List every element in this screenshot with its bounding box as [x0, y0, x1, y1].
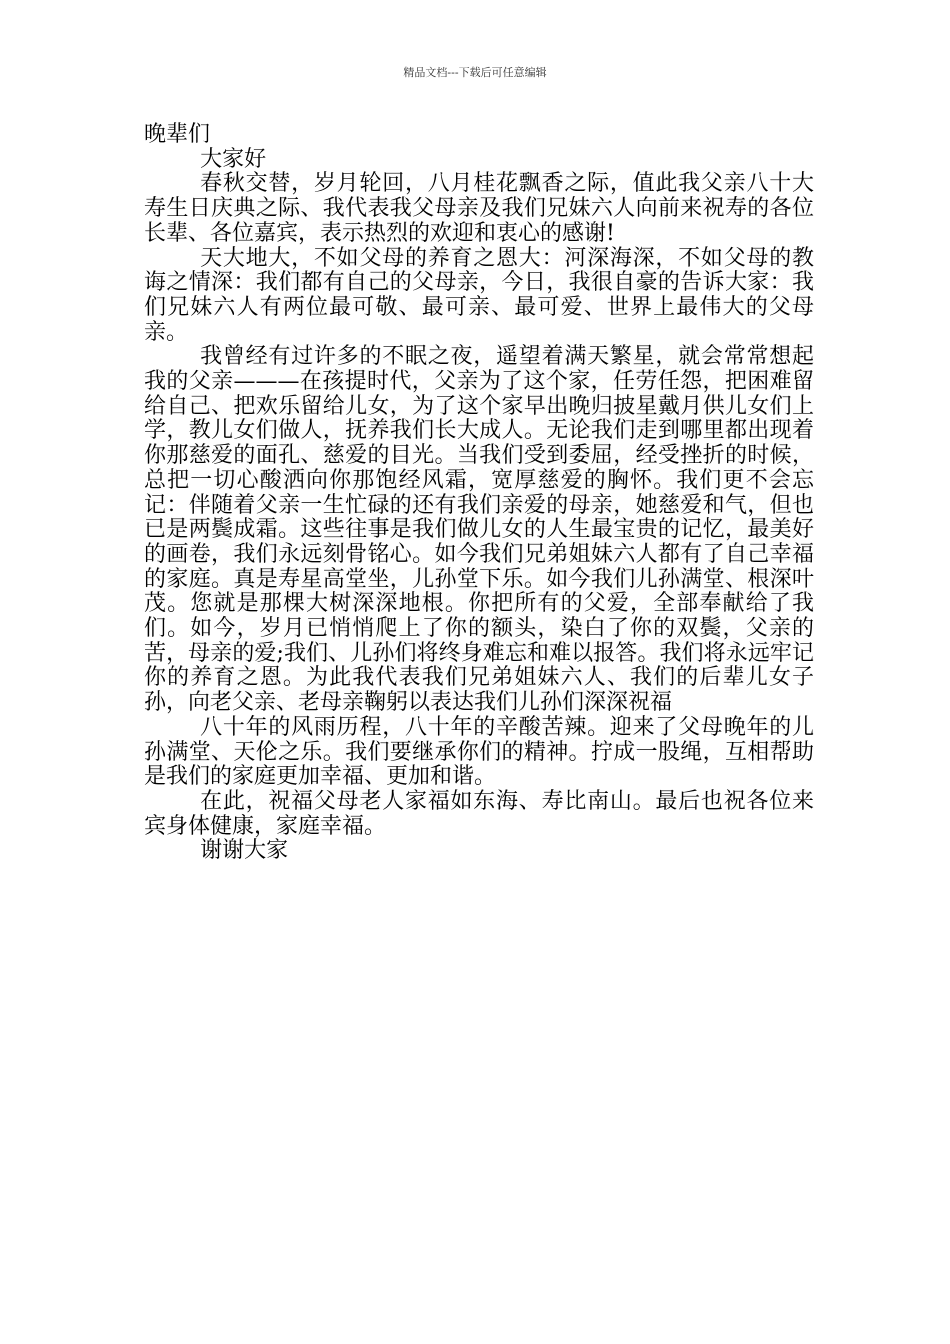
- paragraph-memories: 我曾经有过许多的不眠之夜，遥望着满天繁星，就会常常想起我的父亲———在孩提时代，父亲为了这个家，任劳任怨，把困难留给自己、把欢乐留给儿女，为了这个家早出晚归披星戴月供儿女们上学，教儿女们做人，抚养我们长大成人。无论我们走到哪里都出现着你那慈爱的面孔、慈爱的目光。当我们受到委屈，经受挫折的时候，总把一切心酸洒向你那饱经风霜，宽厚慈爱的胸怀。我们更不会忘记：伴随着父亲一生忙碌的还有我们亲爱的母亲，她慈爱和气，但也已是两鬓成霜。这些往事是我们做儿女的人生最宝贵的记忆，最美好的画卷，我们永远刻骨铭心。如今我们兄弟姐妹六人都有了自己幸福的家庭。真是寿星高堂坐，儿孙堂下乐。如今我们儿孙满堂、根深叶茂。您就是那棵大树深深地根。你把所有的父爱，全部奉献给了我们。如今，岁月已悄悄爬上了你的额头，染白了你的双鬓，父亲的苦，母亲的爱;我们、儿孙们将终身难忘和难以报答。我们将永远牢记你的养育之恩。为此我代表我们兄弟姐妹六人、我们的后辈儿女子孙，向老父亲、老母亲鞠躬以表达我们儿孙们深深祝福: [144, 344, 814, 716]
- closing-thanks: 谢谢大家: [200, 838, 289, 864]
- paragraph-parents: 天大地大，不如父母的养育之恩大：河深海深，不如父母的教诲之情深：我们都有自己的父母亲，今日，我很自豪的告诉大家：我们兄妹六人有两位最可敬、最可亲、最可爱、世界上最伟大的父母亲。: [144, 245, 814, 345]
- document-body: [144, 123, 814, 864]
- paragraph-welcome: 春秋交替，岁月轮回，八月桂花飘香之际，值此我父亲八十大寿生日庆典之际、我代表我父母亲及我们兄妹六人向前来祝寿的各位长辈、各位嘉宾，表示热烈的欢迎和衷心的感谢!: [144, 171, 814, 246]
- paragraph-blessing: 在此，祝福父母老人家福如东海、寿比南山。最后也祝各位来宾身体健康，家庭幸福。: [144, 788, 814, 839]
- page-header: 精品文档---下载后可任意编辑: [403, 66, 547, 79]
- paragraph-eighty-years: 八十年的风雨历程，八十年的辛酸苦辣。迎来了父母晚年的儿孙满堂、天伦之乐。我们要继承你们的精神。拧成一股绳，互相帮助是我们的家庭更加幸福、更加和谐。: [144, 714, 814, 790]
- greeting: 大家好: [200, 146, 267, 172]
- salutation: 晚辈们: [144, 122, 211, 147]
